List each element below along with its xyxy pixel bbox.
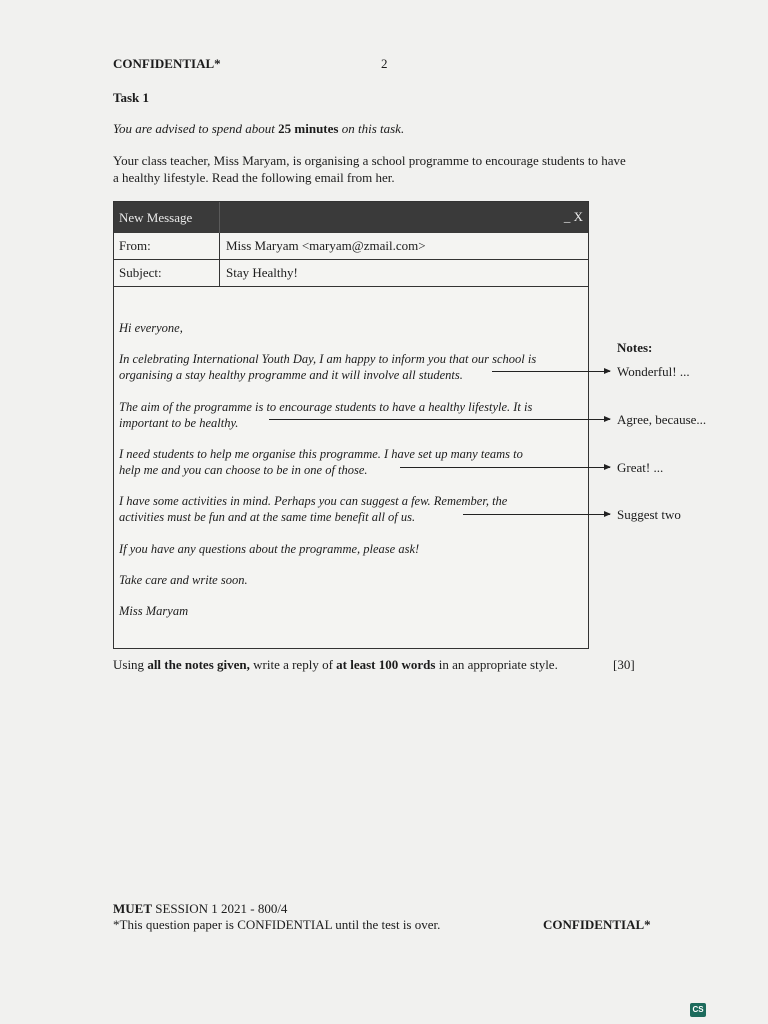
email-paragraph-1 — [119, 351, 587, 383]
arrow-icon — [400, 467, 610, 468]
writing-instruction — [113, 657, 558, 673]
email-titlebar — [114, 202, 588, 233]
paragraph-line: organising a stay healthy programme and it will involve all students. — [119, 368, 463, 382]
from-row — [114, 233, 588, 260]
titlebar-divider — [219, 202, 220, 233]
paragraph-line: I need students to help me organise this programme. I have set up many teams to — [119, 447, 523, 461]
paragraph-line: I have some activities in mind. Perhaps you can suggest a few. Remember, the — [119, 494, 508, 508]
email-window-title: New Message — [119, 210, 193, 225]
footer-confidential: CONFIDENTIAL* — [543, 917, 651, 932]
arrow-icon — [492, 371, 610, 372]
paragraph-line: activities must be fun and at the same time benefit all of us. — [119, 510, 416, 524]
email-closing: Take care and write soon. — [119, 573, 248, 587]
arrow-icon — [269, 419, 610, 420]
paragraph-line: help me and you can choose to be in one of those. — [119, 463, 368, 477]
footer-session-rest: SESSION 1 2021 - 800/4 — [152, 901, 288, 916]
footer-session — [113, 901, 287, 917]
window-controls[interactable]: _ X — [563, 209, 583, 224]
footer-note: *This question paper is CONFIDENTIAL until the test is over. — [113, 917, 441, 932]
email-paragraph-4 — [119, 493, 587, 525]
time-advice — [113, 121, 404, 137]
paragraph-line: The aim of the programme is to encourage students to have a healthy lifestyle. It is — [119, 400, 533, 414]
intro-line-1: Your class teacher, Miss Maryam, is organising a school programme to encourage students to have — [113, 153, 626, 168]
camscanner-logo-icon: CS — [690, 1003, 706, 1017]
instruction-bold-notes: all the notes given, — [147, 657, 250, 672]
page-number: 2 — [381, 56, 388, 71]
email-window — [113, 201, 589, 649]
paragraph-line: In celebrating International Youth Day, I am happy to inform you that our school is — [119, 352, 537, 366]
marks: [30] — [613, 657, 635, 672]
paragraph-line: important to be healthy. — [119, 416, 239, 430]
note-great: Great! ... — [617, 460, 664, 475]
footer-session-bold: MUET — [113, 901, 152, 916]
email-greeting: Hi everyone, — [119, 321, 183, 335]
note-agree: Agree, because... — [617, 412, 707, 427]
subject-label: Subject: — [114, 260, 220, 286]
subject-row — [114, 260, 588, 287]
from-label: From: — [114, 233, 220, 259]
email-signature: Miss Maryam — [119, 604, 189, 618]
from-value: Miss Maryam <maryam@zmail.com> — [226, 238, 426, 253]
task-intro — [113, 152, 673, 186]
advice-pre: You are advised to spend about — [113, 121, 279, 136]
email-paragraph-3 — [119, 446, 587, 478]
header-confidential: CONFIDENTIAL* — [113, 56, 221, 71]
instruction-bold-words: at least 100 words — [336, 657, 436, 672]
email-paragraph-5: If you have any questions about the programme, please ask! — [119, 542, 420, 556]
instruction-post: in an appropriate style. — [435, 657, 558, 672]
subject-value: Stay Healthy! — [226, 265, 298, 280]
note-wonderful: Wonderful! ... — [617, 364, 690, 379]
advice-duration: 25 minutes — [278, 121, 339, 136]
instruction-mid: write a reply of — [249, 657, 337, 672]
task-title: Task 1 — [113, 90, 150, 105]
email-paragraph-2 — [119, 399, 587, 431]
notes-title: Notes: — [617, 340, 653, 355]
note-suggest-two: Suggest two — [617, 507, 681, 522]
instruction-pre: Using — [113, 657, 148, 672]
arrow-icon — [463, 514, 610, 515]
advice-post: on this task. — [338, 121, 405, 136]
intro-line-2: a healthy lifestyle. Read the following email from her. — [113, 170, 395, 185]
